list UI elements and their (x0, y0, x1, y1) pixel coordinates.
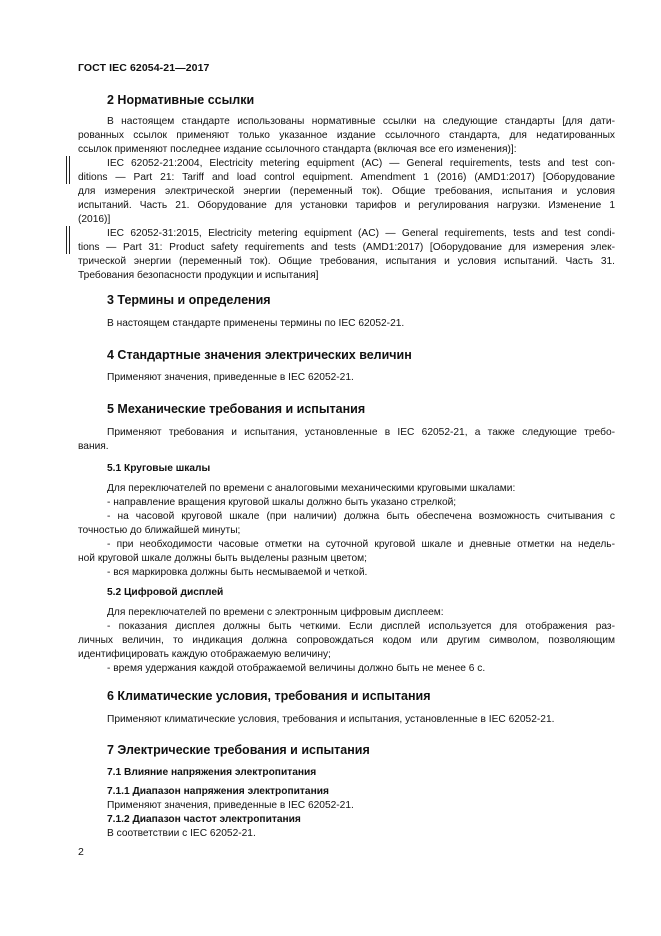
s51-line-6: - вся маркировка должны быть несмываемой и четкой. (107, 567, 368, 578)
subsection-7-1-1-title: 7.1.1 Диапазон напряжения электропитания (107, 786, 329, 797)
s51-line-4: - при необходимости часовые отметки на суточной круговой шкале и дневные отметки на недель- (107, 539, 615, 550)
s51-line-5: ной круговой шкале должны быть выделены разным цветом; (78, 553, 367, 564)
s6-text: Применяют климатические условия, требования и испытания, установленные в IEC 62052-21. (107, 714, 555, 725)
s711-text: Применяют значения, приведенные в IEC 62052-21. (107, 800, 354, 811)
change-bar (66, 156, 67, 184)
s4-text: Применяют значения, приведенные в IEC 62052-21. (107, 372, 354, 383)
s2-line-8: IEC 62052-31:2015, Electricity metering equipment (AC) — General requirements, tests and test condi- (107, 228, 615, 239)
s5-line-1: вания. (78, 441, 109, 452)
s52-line-0: Для переключателей по времени с электронным цифровым дисплеем: (107, 607, 444, 618)
s52-line-4: - время удержания каждой отображаемой величины должно быть не менее 6 с. (107, 663, 486, 674)
s2-line-11: Требования безопасности продукции и испытания] (78, 270, 319, 281)
section-4-title: 4 Стандартные значения электрических величин (107, 348, 412, 362)
s2-line-0: В настоящем стандарте использованы нормативные ссылки на следующие стандарты [для дати- (107, 116, 615, 127)
s2-line-10: трической энергии (переменный ток). Общие требования, испытания и условия испытаний. Часть 31. (78, 256, 615, 267)
subsection-7-1-2-title: 7.1.2 Диапазон частот электропитания (107, 814, 301, 825)
s712-text: В соответствии с IEC 62052-21. (107, 828, 256, 839)
s51-line-0: Для переключателей по времени с аналоговыми механическими круговыми шкалами: (107, 483, 516, 494)
change-bar (69, 226, 70, 254)
section-5-title: 5 Механические требования и испытания (107, 402, 366, 416)
document-header: ГОСТ IEC 62054-21—2017 (78, 62, 210, 74)
section-3-title: 3 Термины и определения (107, 293, 271, 307)
s52-line-1: - показания дисплея должны быть четкими. Если дисплей используется для отображения раз- (107, 621, 615, 632)
s2-line-4: ditions — Part 21: Tariff and load control equipment. Amendment 1 (2016) (AMD1:2017) [Оборудование (78, 172, 615, 183)
s3-text: В настоящем стандарте применены термины по IEC 62052-21. (107, 318, 405, 329)
change-bar (69, 156, 70, 184)
subsection-5-2-title: 5.2 Цифровой дисплей (107, 587, 224, 598)
s2-line-6: испытаний. Часть 21. Оборудование для установки тарифов и регулирования нагрузки. Изменение 1 (78, 200, 615, 211)
section-7-title: 7 Электрические требования и испытания (107, 743, 370, 757)
section-6-title: 6 Климатические условия, требования и испытания (107, 689, 431, 703)
s2-line-2: ссылок применяют последнее издание ссылочного стандарта (включая все его изменения)]: (78, 144, 517, 155)
s51-line-2: - на часовой круговой шкале (при наличии) должна быть обеспечена возможность считывания с (107, 511, 615, 522)
section-2-title: 2 Нормативные ссылки (107, 93, 255, 107)
s5-line-0: Применяют требования и испытания, установленные в IEC 62052-21, а также следующие требо- (107, 427, 615, 438)
s51-line-1: - направление вращения круговой шкалы должно быть указано стрелкой; (107, 497, 457, 508)
page-number: 2 (78, 846, 84, 858)
s2-line-1: рованных ссылок применяют только указанное издание ссылочного стандарта, для недатированных (78, 130, 615, 141)
s2-line-7: (2016)] (78, 214, 111, 225)
s51-line-3: точностью до ближайшей минуты; (78, 525, 241, 536)
s52-line-3: идентифицировать каждую отображаемую величину; (78, 649, 331, 660)
subsection-5-1-title: 5.1 Круговые шкалы (107, 463, 211, 474)
subsection-7-1-title: 7.1 Влияние напряжения электропитания (107, 767, 317, 778)
s2-line-5: для измерения электрической энергии (переменный ток). Общие требования, испытания и условия (78, 186, 615, 197)
s2-line-3: IEC 62052-21:2004, Electricity metering equipment (AC) — General requirements, tests and test con- (107, 158, 615, 169)
s52-line-2: личных величин, то индикация должна сопровождаться кодом или другим символом, позволяющим (78, 635, 615, 646)
s2-line-9: tions — Part 31: Product safety requirements and tests (AMD1:2017) [Оборудование для измерения элек- (78, 242, 615, 253)
change-bar (66, 226, 67, 254)
